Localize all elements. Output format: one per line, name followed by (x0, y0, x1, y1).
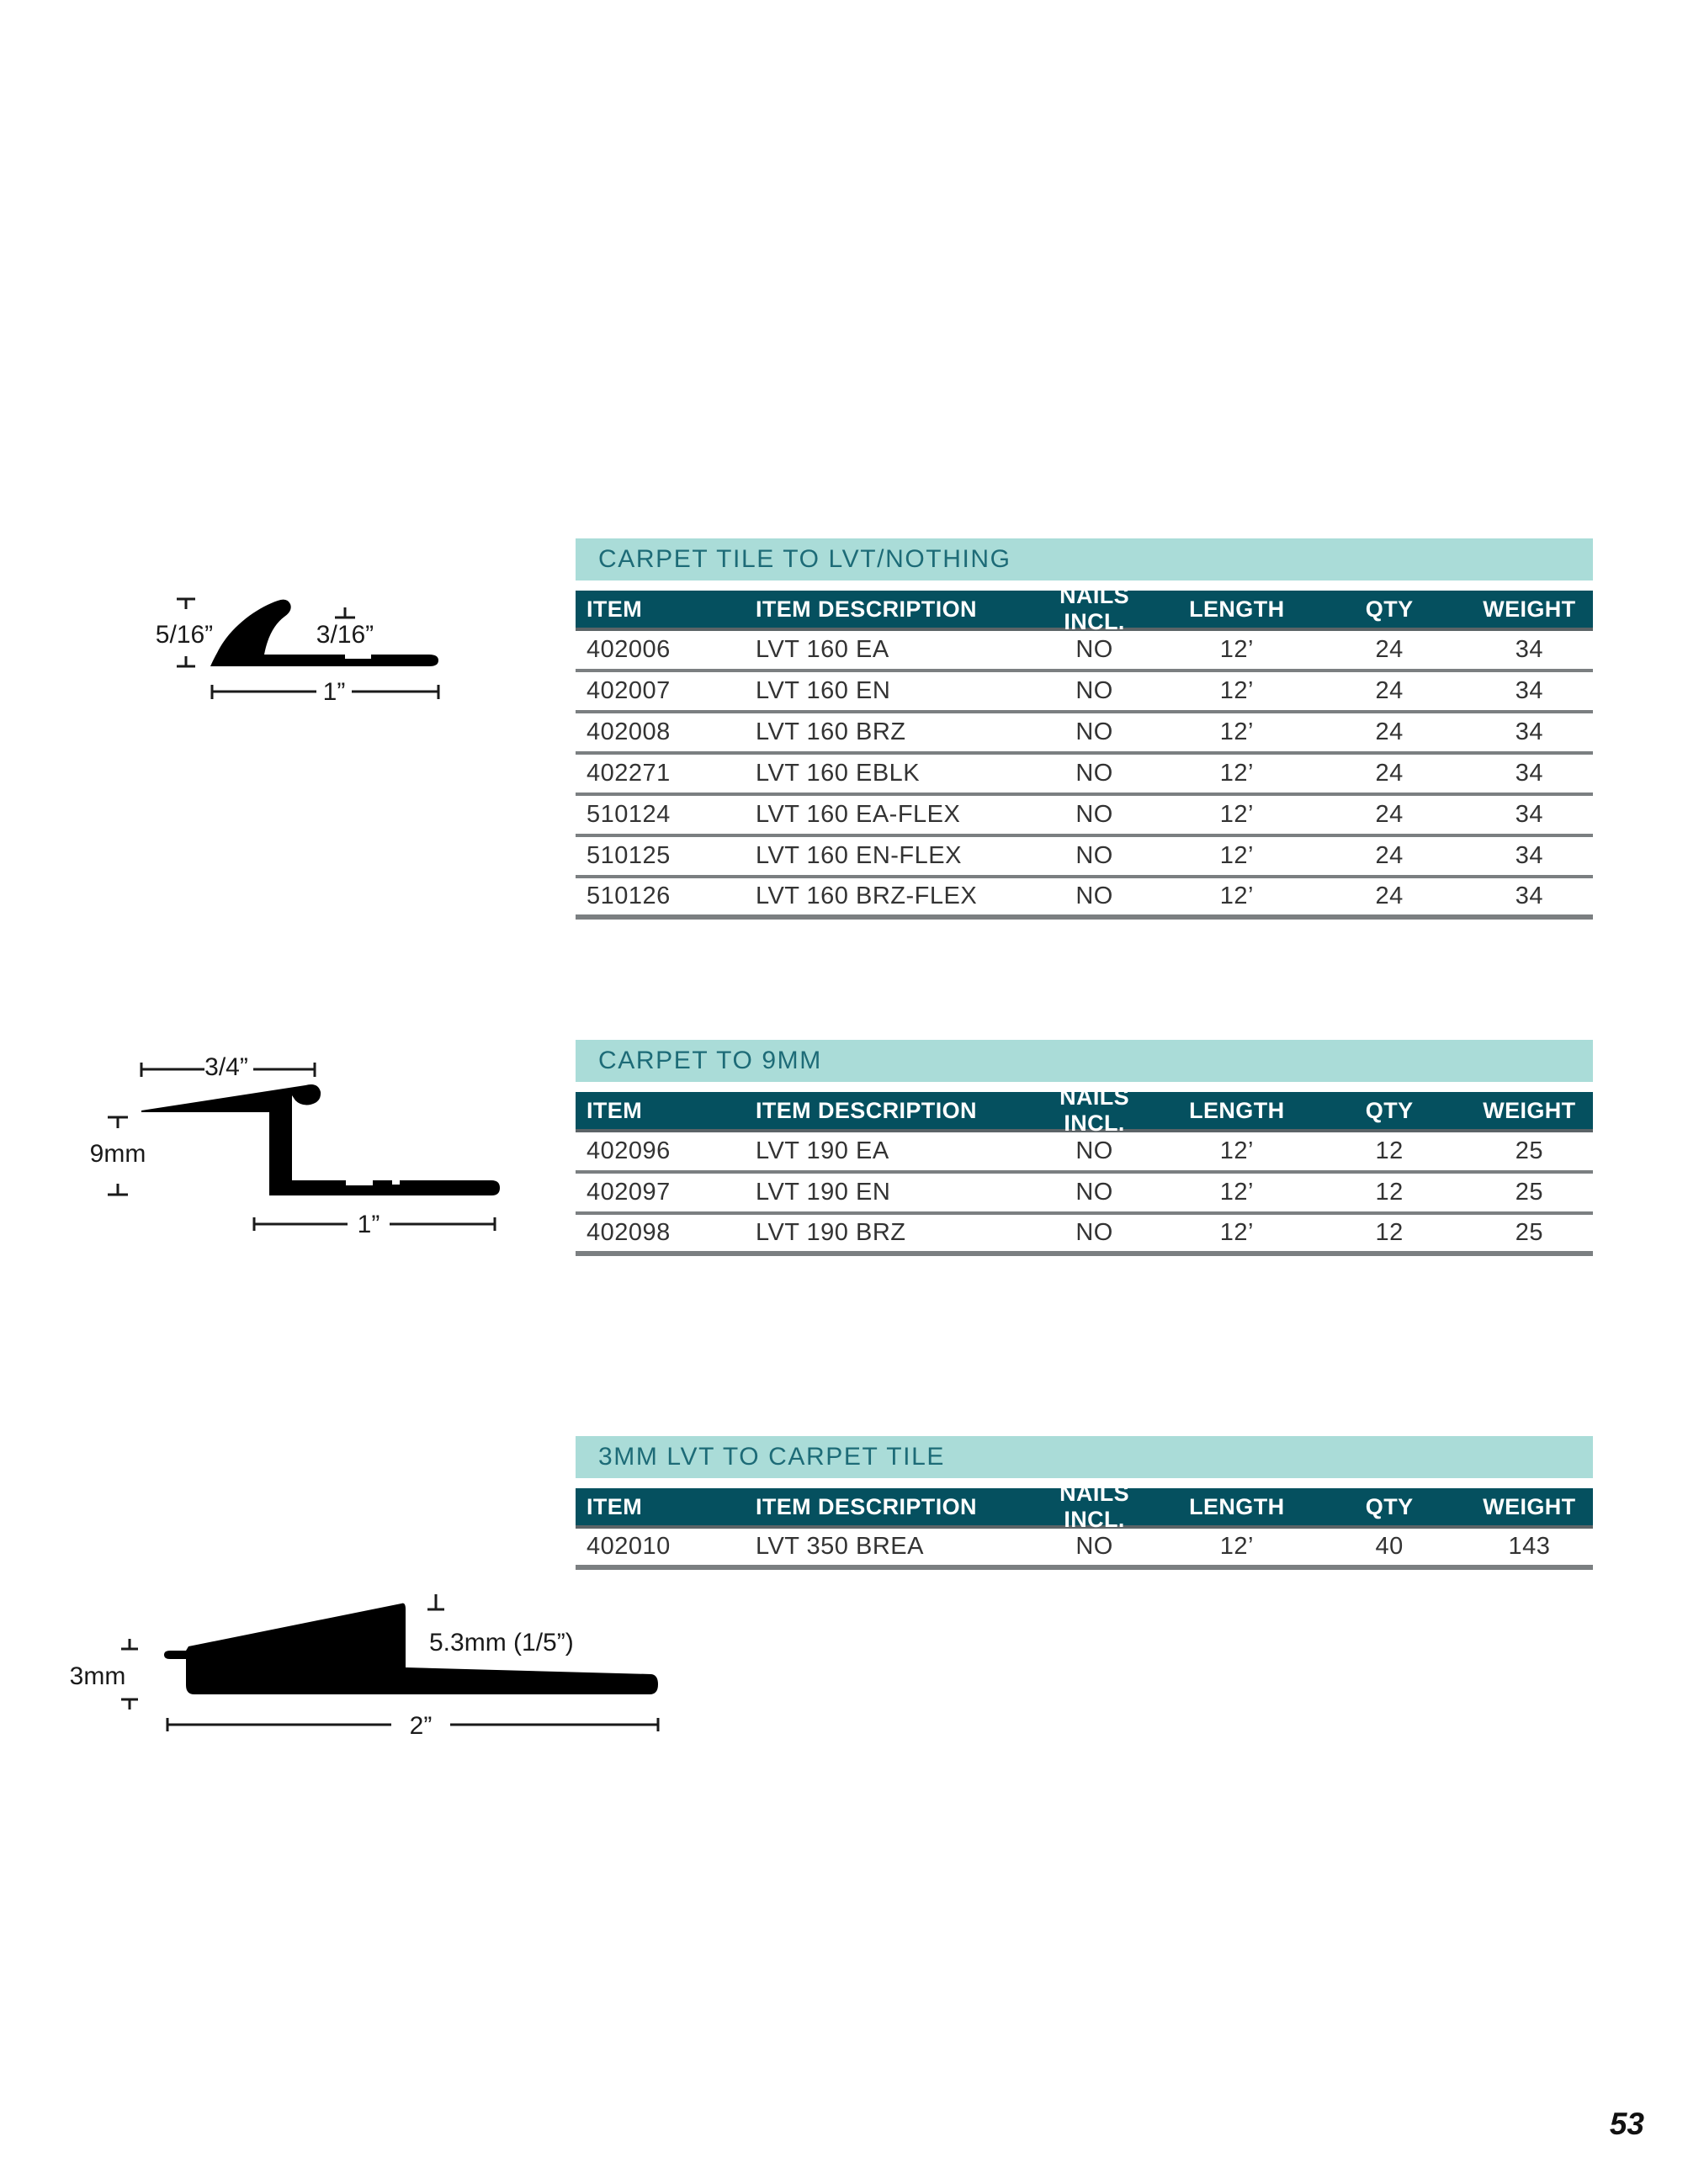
table-row (576, 713, 1593, 755)
dim-label-width: 2” (409, 1712, 433, 1740)
table-body (576, 1132, 1593, 1256)
cell-item: 402007 (587, 677, 671, 704)
column-header-qty: QTY (1365, 596, 1414, 622)
cell-qty: 24 (1375, 636, 1404, 663)
table-row (576, 796, 1593, 837)
cell-qty: 24 (1375, 677, 1404, 704)
cell-weight: 34 (1515, 801, 1544, 828)
column-header-nails: NAILS INCL. (1059, 583, 1130, 634)
column-header-item: ITEM (587, 596, 643, 622)
dim-label-top-width: 3/4” (204, 1053, 248, 1081)
cell-weight: 143 (1508, 1533, 1551, 1560)
diagram-carpet-to-9mm-profile (80, 1043, 518, 1237)
section-carpet-tile-to-lvt (576, 538, 1593, 920)
table-body (576, 631, 1593, 920)
cell-description: LVT 160 EN (755, 677, 891, 704)
cell-nails-incl: NO (1075, 801, 1113, 828)
cell-length: 12’ (1219, 636, 1254, 663)
cell-qty: 24 (1375, 718, 1404, 745)
cell-description: LVT 160 EA-FLEX (755, 801, 961, 828)
page-number: 53 (1609, 2107, 1644, 2141)
dim-label-height: 5/16” (155, 621, 214, 649)
table-row (576, 1174, 1593, 1215)
column-header-length: LENGTH (1189, 1493, 1285, 1519)
cell-length: 12’ (1219, 883, 1254, 909)
cell-item: 402008 (587, 718, 671, 745)
dim-label-lip: 3/16” (316, 621, 374, 649)
cell-description: LVT 160 EBLK (755, 760, 921, 787)
cell-qty: 24 (1375, 801, 1404, 828)
cell-item: 510126 (587, 883, 671, 909)
column-header-nails: NAILS INCL. (1059, 1084, 1130, 1136)
cell-item: 510125 (587, 842, 671, 869)
cell-item: 510124 (587, 801, 671, 828)
cell-length: 12’ (1219, 1179, 1254, 1206)
cell-weight: 25 (1515, 1137, 1544, 1164)
cell-qty: 24 (1375, 883, 1404, 909)
table-row (576, 1215, 1593, 1256)
cell-description: LVT 190 EA (755, 1137, 889, 1164)
cell-length: 12’ (1219, 718, 1254, 745)
table-row (576, 755, 1593, 796)
column-header-item: ITEM (587, 1493, 643, 1519)
column-header-qty: QTY (1365, 1493, 1414, 1519)
cell-weight: 34 (1515, 677, 1544, 704)
cell-description: LVT 190 EN (755, 1179, 891, 1206)
table-row (576, 837, 1593, 878)
cell-weight: 25 (1515, 1179, 1544, 1206)
dimension-lines (177, 599, 438, 699)
cell-description: LVT 190 BRZ (755, 1219, 906, 1246)
column-header-description: ITEM DESCRIPTION (755, 1493, 977, 1519)
section-title: CARPET TO 9MM (598, 1047, 822, 1074)
column-header-item: ITEM (587, 1097, 643, 1123)
dim-label-height: 3mm (69, 1662, 126, 1690)
cell-item: 402010 (587, 1533, 671, 1560)
cell-nails-incl: NO (1075, 718, 1113, 745)
dim-label-width: 1” (357, 1211, 380, 1237)
column-header-description: ITEM DESCRIPTION (755, 1097, 977, 1123)
cell-description: LVT 160 BRZ-FLEX (755, 883, 978, 909)
section-title-bar (576, 1436, 1593, 1478)
column-header-weight: WEIGHT (1483, 1493, 1576, 1519)
section-carpet-to-9mm (576, 1040, 1593, 1256)
column-header-qty: QTY (1365, 1097, 1414, 1123)
cell-nails-incl: NO (1075, 677, 1113, 704)
column-header-length: LENGTH (1189, 596, 1285, 622)
table-row (576, 1132, 1593, 1174)
table-header (576, 1084, 1593, 1136)
cell-weight: 34 (1515, 636, 1544, 663)
cell-qty: 12 (1375, 1219, 1404, 1246)
profile-shape (141, 1084, 500, 1195)
cell-item: 402006 (587, 636, 671, 663)
cell-length: 12’ (1219, 677, 1254, 704)
table-row (576, 878, 1593, 920)
cell-length: 12’ (1219, 801, 1254, 828)
profile-shape (164, 1604, 658, 1694)
cell-length: 12’ (1219, 760, 1254, 787)
cell-qty: 24 (1375, 760, 1404, 787)
cell-length: 12’ (1219, 1137, 1254, 1164)
cell-length: 12’ (1219, 1219, 1254, 1246)
cell-qty: 12 (1375, 1137, 1404, 1164)
cell-nails-incl: NO (1075, 636, 1113, 663)
dim-label-step: 5.3mm (1/5”) (429, 1629, 574, 1657)
cell-weight: 34 (1515, 842, 1544, 869)
section-title-bar (576, 1040, 1593, 1082)
diagram-3mm-lvt-to-carpet-profile (50, 1582, 673, 1758)
cell-weight: 34 (1515, 718, 1544, 745)
cell-nails-incl: NO (1075, 760, 1113, 787)
cell-item: 402097 (587, 1179, 671, 1206)
cell-description: LVT 160 BRZ (755, 718, 906, 745)
cell-qty: 40 (1375, 1533, 1404, 1560)
cell-qty: 24 (1375, 842, 1404, 869)
cell-item: 402271 (587, 760, 671, 787)
table-header (576, 583, 1593, 634)
cell-nails-incl: NO (1075, 842, 1113, 869)
cell-description: LVT 160 EA (755, 636, 889, 663)
cell-length: 12’ (1219, 842, 1254, 869)
table-row (576, 1529, 1593, 1570)
dim-label-width: 1” (322, 678, 346, 706)
cell-weight: 34 (1515, 883, 1544, 909)
cell-nails-incl: NO (1075, 883, 1113, 909)
column-header-weight: WEIGHT (1483, 1097, 1576, 1123)
cell-length: 12’ (1219, 1533, 1254, 1560)
section-3mm-lvt-to-carpet-tile (576, 1436, 1593, 1570)
dim-label-height: 9mm (89, 1140, 146, 1168)
table-body (576, 1529, 1593, 1570)
section-title-bar (576, 538, 1593, 580)
section-title: CARPET TILE TO LVT/NOTHING (598, 545, 1011, 573)
cell-nails-incl: NO (1075, 1179, 1113, 1206)
cell-qty: 12 (1375, 1179, 1404, 1206)
column-header-nails: NAILS INCL. (1059, 1481, 1130, 1532)
cell-item: 402096 (587, 1137, 671, 1164)
table-row (576, 631, 1593, 672)
cell-nails-incl: NO (1075, 1533, 1113, 1560)
cell-nails-incl: NO (1075, 1137, 1113, 1164)
cell-weight: 25 (1515, 1219, 1544, 1246)
cell-description: LVT 160 EN-FLEX (755, 842, 962, 869)
diagram-carpet-tile-to-lvt-profile (118, 580, 471, 725)
cell-weight: 34 (1515, 760, 1544, 787)
cell-description: LVT 350 BREA (755, 1533, 924, 1560)
column-header-length: LENGTH (1189, 1097, 1285, 1123)
column-header-description: ITEM DESCRIPTION (755, 596, 977, 622)
table-row (576, 672, 1593, 713)
table-header (576, 1481, 1593, 1532)
cell-item: 402098 (587, 1219, 671, 1246)
cell-nails-incl: NO (1075, 1219, 1113, 1246)
section-title: 3MM LVT TO CARPET TILE (598, 1443, 945, 1471)
column-header-weight: WEIGHT (1483, 596, 1576, 622)
